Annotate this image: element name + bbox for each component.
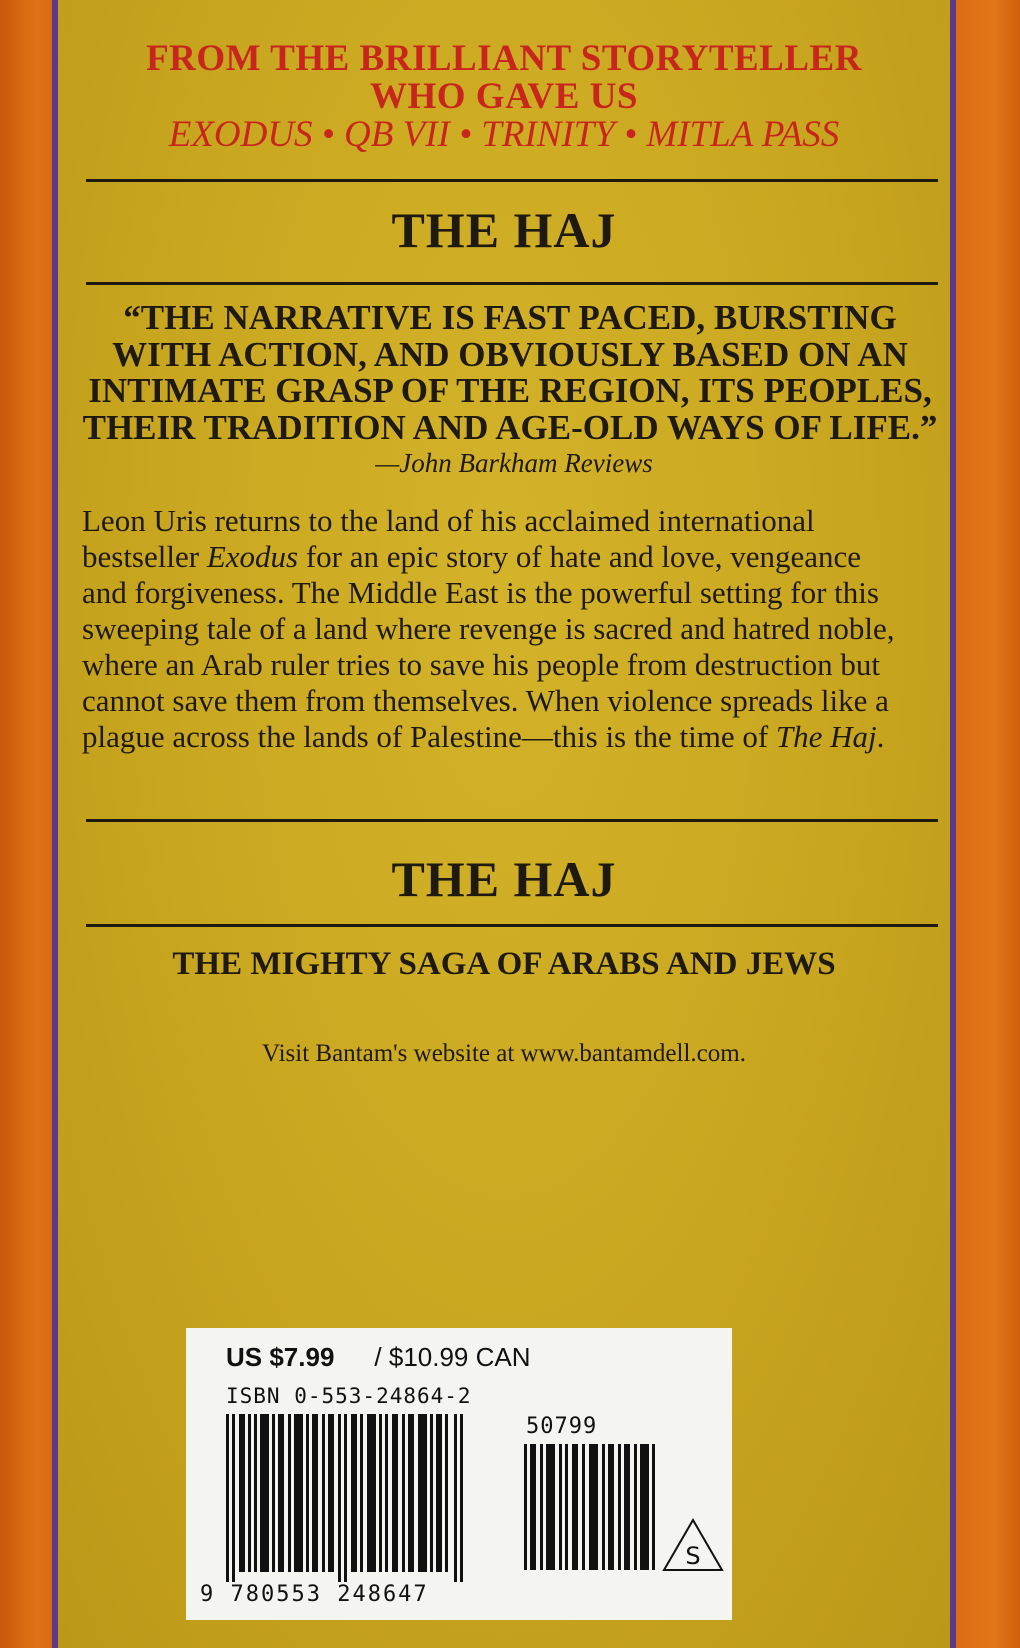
price-code: 50799: [526, 1414, 598, 1439]
isbn-number: ISBN 0-553-24864-2: [226, 1384, 472, 1408]
ean-barcode: [226, 1414, 464, 1582]
price-line: [226, 1342, 531, 1373]
description-italic-1: Exodus: [206, 539, 299, 574]
spine-left: [0, 0, 52, 1648]
quote-line-3: INTIMATE GRASP OF THE REGION, ITS PEOPLES,: [88, 371, 932, 410]
addon-barcode: [524, 1444, 656, 1570]
triangle-symbol: S: [685, 1542, 701, 1570]
header-block: [58, 40, 950, 154]
description-part-2: for an epic story of hate and love, vengeance and forgiveness. The Middle East is the powerful setting for this sweeping tale of a land where revenge is sacred and hatred noble, where an Arab ruler tries to save his people from destruction but cannot save them from themselves. When violence spreads like a plague across the lands of Palestine—this is the time of: [82, 539, 895, 754]
website-note: Visit Bantam's website at www.bantamdell.com.: [262, 1040, 746, 1067]
ean-digits: 9 780553 248647: [200, 1582, 429, 1607]
review-quote: [78, 300, 942, 446]
description-italic-2: The Haj: [775, 719, 877, 754]
barcode-panel: [186, 1328, 732, 1620]
review-attribution: —John Barkham Reviews: [375, 448, 653, 478]
triangle-s-icon: [662, 1518, 724, 1572]
title-bottom: THE HAJ: [391, 851, 617, 907]
quote-line-2: WITH ACTION, AND OBVIOUSLY BASED ON AN: [112, 334, 908, 374]
divider-1: [86, 179, 938, 182]
price-us: US $7.99: [226, 1342, 335, 1372]
header-works: EXODUS • QB VII • TRINITY • MITLA PASS: [168, 114, 840, 155]
title-top: THE HAJ: [391, 202, 617, 258]
description-part-3: .: [876, 719, 885, 754]
tagline: THE MIGHTY SAGA OF ARABS AND JEWS: [172, 946, 836, 982]
spine-right: [956, 0, 1020, 1648]
divider-3: [86, 819, 938, 822]
back-cover: [52, 0, 956, 1648]
divider-2: [86, 282, 938, 285]
quote-line-4: THEIR TRADITION AND AGE-OLD WAYS OF LIFE.”: [82, 407, 938, 447]
quote-line-1: “THE NARRATIVE IS FAST PACED, BURSTING: [123, 298, 897, 337]
description: [82, 503, 912, 755]
header-line-1: FROM THE BRILLIANT STORYTELLER: [146, 38, 862, 79]
header-line-2: WHO GAVE US: [370, 76, 638, 117]
divider-4: [86, 924, 938, 927]
price-can: / $10.99 CAN: [374, 1342, 531, 1372]
description-part-1: Leon Uris returns to the land of his acclaimed international bestseller: [82, 503, 815, 574]
